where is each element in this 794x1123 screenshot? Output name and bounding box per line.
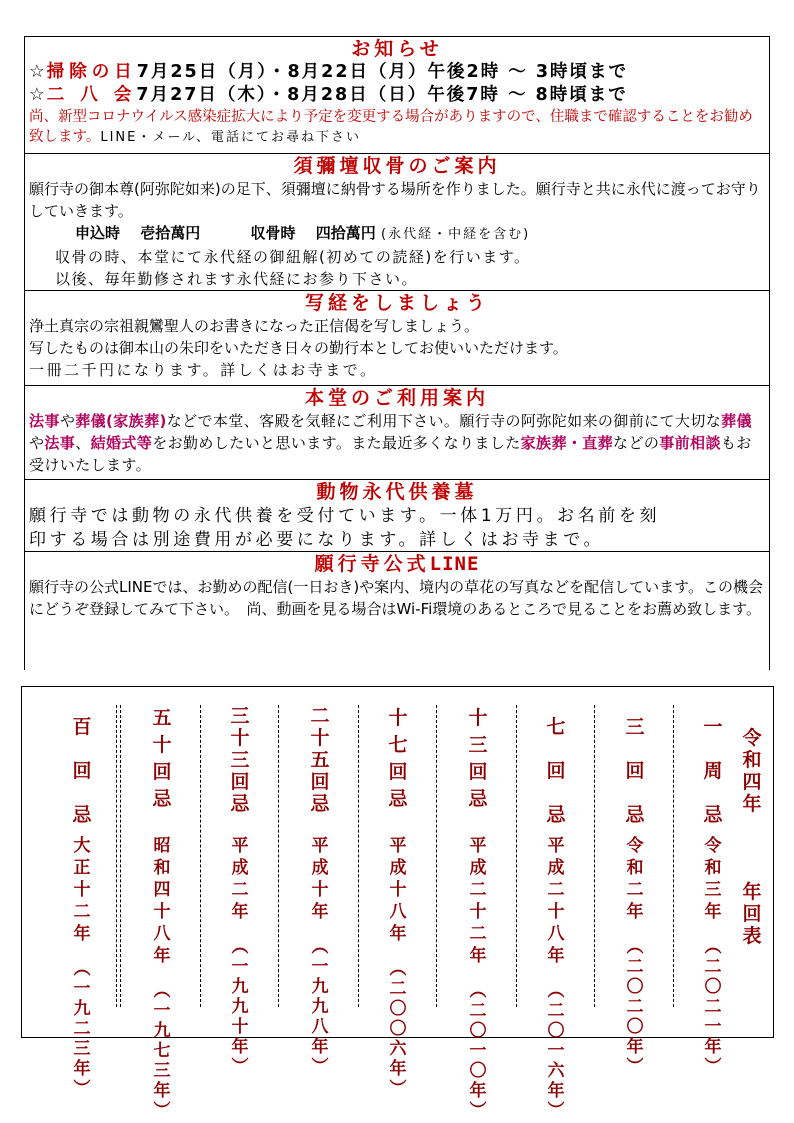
memorial-heading [734, 697, 770, 1027]
memorial-western-year: ︵ 一 九 九 十 年 ︶ [231, 937, 249, 1077]
hondo-text: 、 [75, 434, 91, 452]
memorial-kaiki: 三 十 三 回 忌 [230, 705, 250, 815]
memorial-column [695, 697, 731, 1077]
hondo-text: や [29, 434, 45, 452]
memorial-western-year: ︵ 二 〇 二 一 年 ︶ [704, 937, 722, 1077]
shumidan-title: 須彌壇収骨のご案内 [293, 155, 501, 177]
keyword-hoji: 法事 [29, 412, 60, 430]
hondo-text: や [59, 412, 76, 430]
memorial-kaiki: 二 十 五 回 忌 [310, 705, 330, 815]
memorial-era-year: 平 成 二 十 八 年 [547, 836, 565, 966]
memorial-kaiki: 十 七 回 忌 [388, 707, 408, 810]
memorial-western-year: ︵ 一 九 七 三 年 ︶ [153, 981, 171, 1121]
column-divider [516, 705, 517, 1007]
section-shakyo [25, 291, 769, 386]
contact-note: LINE・メール、電話にてお尋ね下さい [100, 130, 362, 145]
shumidan-body: 願行寺の御本尊(阿弥陀如来)の足下、須彌壇に納骨する場所を作りました。願行寺と共に永代に渡ってお守りしていきます。 [29, 180, 761, 220]
memorial-western-year: ︵ 二 〇 〇 六 年 ︶ [389, 959, 407, 1099]
memorial-column [64, 697, 100, 1099]
memorial-western-year: ︵ 一 九 二 三 年 ︶ [73, 959, 91, 1099]
hondo-text: などで本堂、客殿を気軽にご利用下さい。願行寺の阿弥陀如来の御前にて大切な [166, 412, 722, 430]
section-hondo [25, 386, 769, 480]
memorial-western-year: ︵ 二 〇 一 〇 年 ︶ [469, 981, 487, 1121]
column-divider [120, 705, 121, 1007]
memorial-kaiki: 一 周 忌 [703, 716, 723, 826]
memorial-heading-a: 令 和 四 年 [742, 727, 762, 815]
memorial-column [460, 697, 496, 1121]
star-icon: ☆ [29, 85, 47, 105]
memorial-column [380, 697, 416, 1099]
price-collect-label: 収骨時 [250, 224, 296, 242]
animal-title: 動物永代供養墓 [316, 481, 478, 503]
column-divider [200, 705, 201, 1007]
memorial-era-year: 令 和 二 年 [626, 836, 644, 922]
hondo-text: もお受けいたします。 [29, 434, 752, 474]
column-divider [436, 705, 437, 1007]
hondo-text: などの [613, 434, 660, 452]
notice-note [29, 107, 765, 148]
section-line [25, 552, 769, 671]
keyword-sogi: 葬儀 [721, 412, 752, 430]
column-divider [278, 705, 279, 1007]
memorial-western-year: ︵ 二 〇 一 六 年 ︶ [547, 981, 565, 1121]
line-body: 願行寺の公式LINEでは、お勤めの配信(一日おき)や案内、境内の草花の写真などを配信しています。この機会にどうぞ登録してみて下さい。 尚、動画を見る場合はWi-Fi環境のあるところで見ることをお薦め致します。 [29, 578, 763, 618]
memorial-era-year: 平 成 二 十 二 年 [469, 836, 487, 966]
shumidan-line-b: 以後、毎年勤修されます永代経にお参り下さい。 [55, 270, 419, 288]
section-animal [25, 480, 769, 552]
memorial-column [144, 697, 180, 1121]
memorial-era-year: 平 成 十 八 年 [389, 836, 407, 944]
shumidan-line-a: 収骨の時、本堂にて永代経の御紐解(初めての読経)を行います。 [55, 248, 531, 266]
memorial-era-year: 平 成 十 年 [311, 836, 329, 922]
memorial-era-year: 大 正 十 二 年 [73, 836, 91, 944]
nihachi-label: 二 八 会 [46, 85, 137, 105]
memorial-kaiki: 百 回 忌 [72, 716, 92, 826]
column-divider [358, 705, 359, 1007]
notice-title: お知らせ [351, 38, 443, 60]
memorial-era-year: 昭 和 四 十 八 年 [153, 836, 171, 966]
memorial-kaiki: 三 回 忌 [625, 716, 645, 826]
price-apply-value: 壱拾萬円 [140, 224, 201, 242]
line-title-temple: 願行寺公式 [314, 553, 430, 575]
line-title-line: LINE [429, 553, 480, 575]
keyword-kekkonshiki: 結婚式等 [90, 434, 153, 452]
schedule-nihachi [29, 84, 765, 107]
keyword-hoji-2: 法事 [44, 434, 76, 452]
schedule-cleaning [29, 61, 765, 84]
column-divider [116, 705, 117, 1007]
memorial-column [617, 697, 653, 1077]
keyword-jizen-sodan: 事前相談 [659, 434, 721, 452]
memorial-kaiki: 五 十 回 忌 [152, 707, 172, 810]
hondo-body [29, 410, 765, 476]
covid-note: 尚、新型コロナウイルス感染症拡大により予定を変更する場合がありますので、住職まで確認することをお勧め致します。 [29, 109, 753, 145]
memorial-era-year: 令 和 三 年 [704, 836, 722, 922]
animal-line1: 願行寺では動物の永代供養を受付ています。一体1万円。お名前を刻 [29, 506, 661, 526]
memorial-western-year: ︵ 一 九 九 八 年 ︶ [311, 937, 329, 1077]
memorial-kaiki: 七 回 忌 [546, 716, 566, 826]
notice-board [24, 36, 770, 670]
shumidan-prices [29, 222, 765, 246]
memorial-heading-b: 年 回 表 [742, 881, 762, 947]
star-icon: ☆ [29, 62, 47, 82]
section-notice [25, 37, 769, 154]
hondo-text: をお勤めしたいと思います。また最近多くなりました [152, 434, 521, 452]
price-collect-value: 四拾萬円 [315, 224, 376, 242]
animal-line2: 印する場合は別途費用が必要になります。詳しくはお寺まで。 [29, 530, 605, 550]
memorial-kaiki: 十 三 回 忌 [468, 707, 488, 810]
cleaning-day-label: 掃除の日 [46, 62, 137, 82]
memorial-column [538, 697, 574, 1121]
hondo-title: 本堂のご利用案内 [304, 387, 489, 409]
shakyo-title: 写経をしましょう [304, 292, 489, 314]
line-title [29, 552, 765, 576]
section-shumidan [25, 154, 769, 291]
memorial-column [222, 697, 258, 1077]
shakyo-line1: 浄土真宗の宗祖親鸞聖人のお書きになった正信偈を写しましょう。 [29, 317, 480, 335]
memorial-table [21, 686, 774, 1121]
memorial-era-year: 平 成 二 年 [231, 836, 249, 922]
shakyo-line2: 写したものは御本山の朱印をいただき日々の勤行本としてお使いいただけます。 [29, 339, 568, 357]
column-divider [594, 705, 595, 1007]
price-note: (永代経・中経を含む) [381, 227, 531, 242]
memorial-western-year: ︵ 二 〇 二 〇 年 ︶ [626, 937, 644, 1077]
column-divider [673, 705, 674, 1007]
cleaning-day-dates: 7月25日（月）・8月22日（月）午後2時 ～ 3時頃まで [136, 62, 629, 82]
keyword-sogi-kazokuso: 葬儀(家族葬) [75, 412, 167, 430]
price-apply-label: 申込時 [75, 224, 121, 242]
shakyo-line3: 一冊二千円になります。詳しくはお寺まで。 [29, 361, 378, 379]
keyword-kazokuso-chokuso: 家族葬・直葬 [520, 434, 614, 452]
memorial-column [302, 697, 338, 1077]
nihachi-dates: 7月27日（木）・8月28日（日）午後7時 ～ 8時頃まで [136, 85, 628, 105]
